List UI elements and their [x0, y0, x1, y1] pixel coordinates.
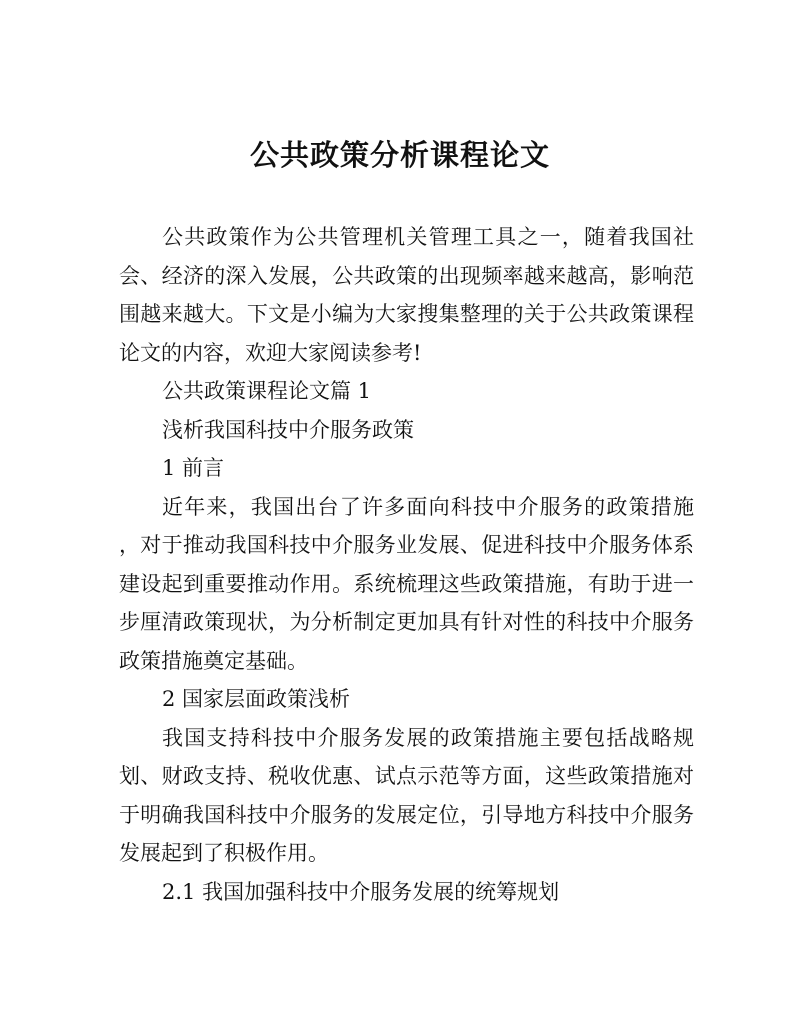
text-line: 浅析我国科技中介服务政策	[162, 417, 414, 442]
text-line: 公共政策作为公共管理机关管理工具之一，随着我国社	[162, 225, 694, 249]
section-heading	[119, 449, 694, 488]
text-line: 近年来，我国出台了许多面向科技中介服务的政策措施	[162, 494, 694, 519]
text-line: 发展起到了积极作用。	[119, 841, 329, 865]
body-paragraph	[119, 488, 694, 681]
text-line: 围越来越大。下文是小编为大家搜集整理的关于公共政策课程	[119, 302, 694, 326]
article-title	[119, 411, 694, 450]
intro-paragraph	[119, 218, 694, 372]
section-label	[119, 372, 694, 411]
text-line: 论文的内容，欢迎大家阅读参考!	[119, 340, 422, 365]
text-line: ，对于推动我国科技中介服务业发展、促进科技中介服务体系	[119, 533, 694, 557]
text-line: 会、经济的深入发展，公共政策的出现频率越来越高，影响范	[119, 263, 694, 288]
text-line: 我国支持科技中介服务发展的政策措施主要包括战略规	[162, 725, 694, 750]
text-line: 2.1 我国加强科技中介服务发展的统筹规划	[162, 879, 560, 904]
document-body	[119, 218, 694, 911]
text-line: 政策措施奠定基础。	[119, 648, 308, 673]
text-line: 于明确我国科技中介服务的发展定位，引导地方科技中介服务	[119, 802, 694, 827]
text-line: 1 前言	[162, 456, 225, 480]
section-heading	[119, 680, 694, 719]
text-line: 公共政策课程论文篇 1	[162, 379, 372, 403]
text-line: 建设起到重要推动作用。系统梳理这些政策措施，有助于进一	[119, 571, 694, 596]
subsection-heading	[119, 873, 694, 912]
text-line: 2 国家层面政策浅析	[162, 687, 351, 711]
text-line: 步厘清政策现状，为分析制定更加具有针对性的科技中介服务	[119, 610, 694, 634]
document-title: 公共政策分析课程论文	[249, 138, 550, 172]
body-paragraph	[119, 719, 694, 873]
text-line: 划、财政支持、税收优惠、试点示范等方面，这些政策措施对	[119, 764, 694, 788]
